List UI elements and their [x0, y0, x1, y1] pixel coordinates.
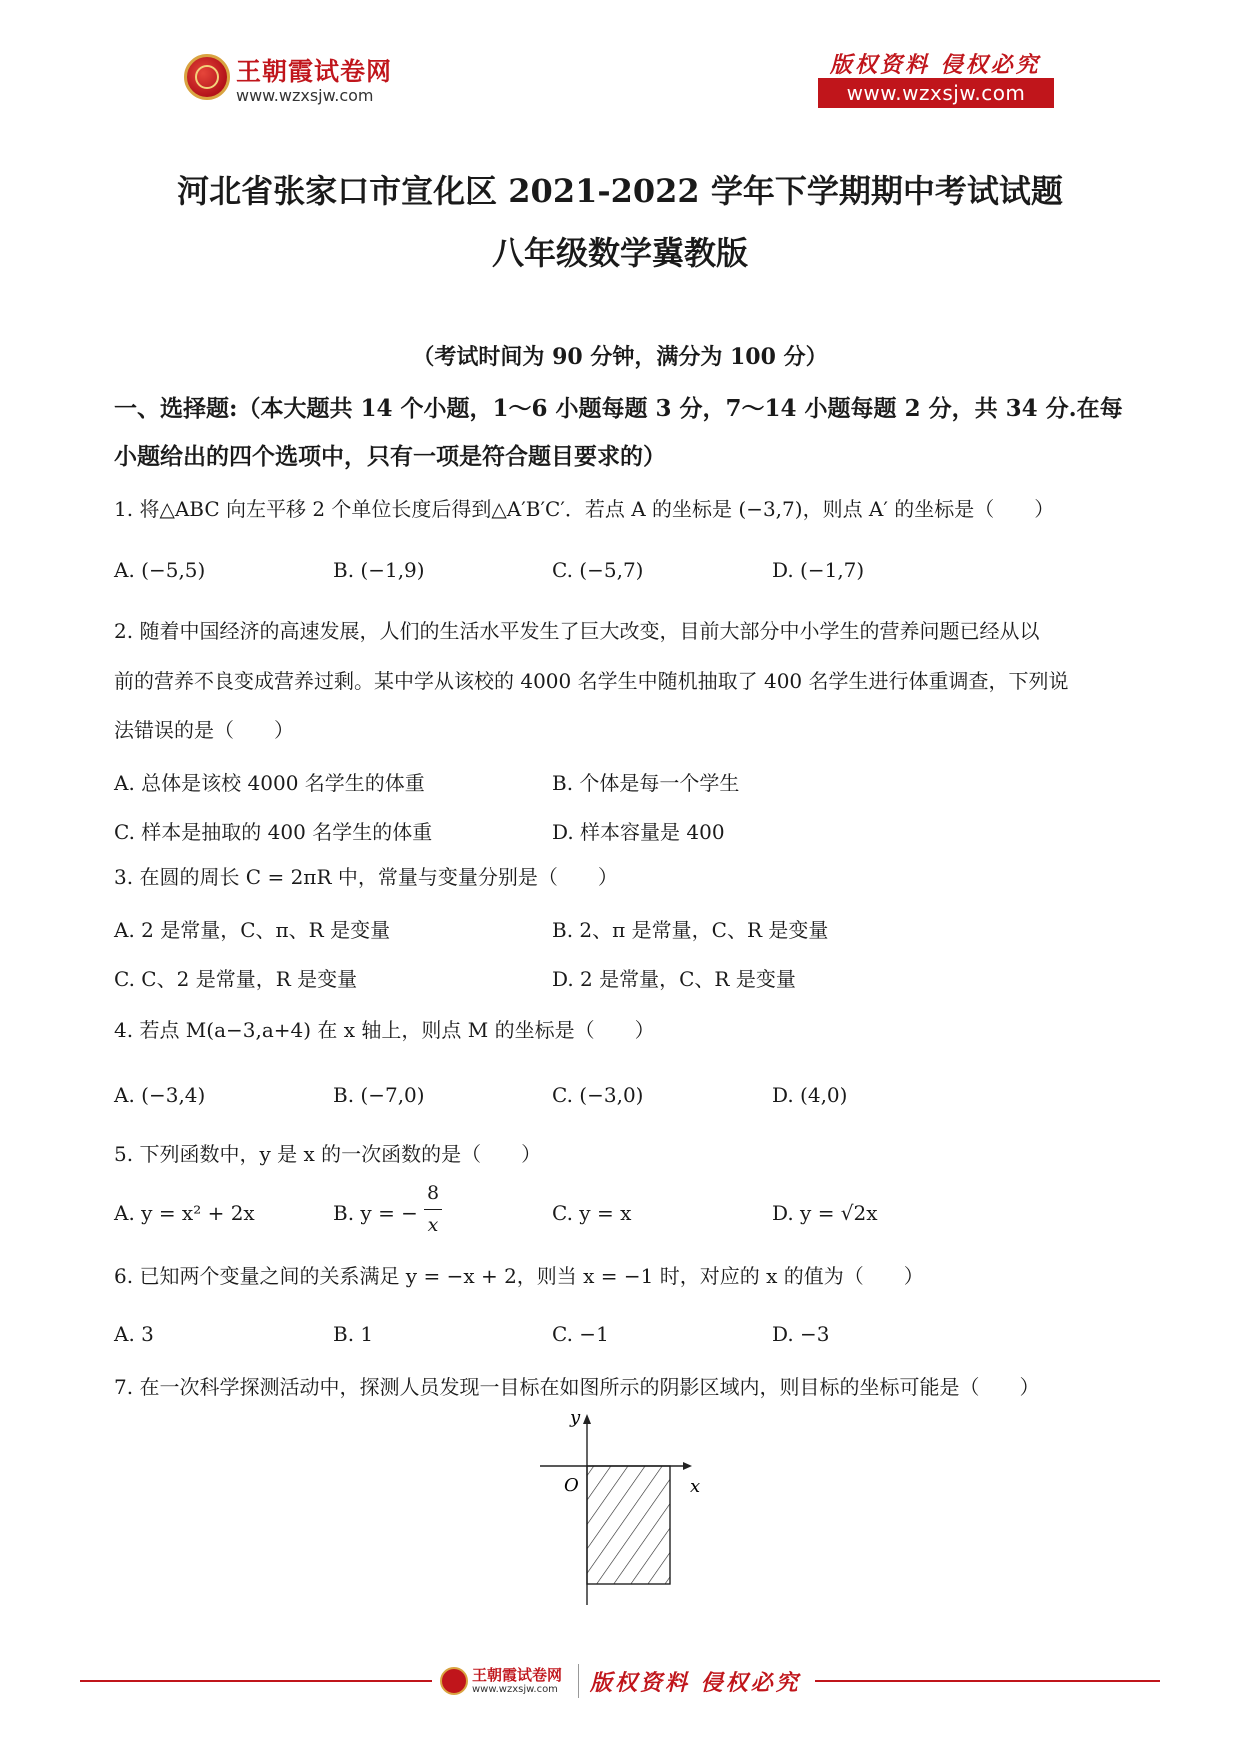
question-4: 4. 若点 M(a−3,a+4) 在 x 轴上，则点 M 的坐标是（ ）: [114, 1018, 655, 1042]
q3-option-c[interactable]: C. C、2 是常量，R 是变量: [114, 967, 358, 991]
q3-option-d[interactable]: D. 2 是常量，C、R 是变量: [552, 967, 796, 991]
exam-info: （考试时间为 90 分钟，满分为 100 分）: [412, 344, 828, 370]
origin-label: O: [564, 1475, 579, 1496]
question-2-cont: 前的营养不良变成营养过剩。某中学从该校的 4000 名学生中随机抽取了 400 名学生进行体重调查，下列说: [114, 669, 1069, 693]
q6-option-c[interactable]: C. −1: [552, 1322, 609, 1346]
q5-option-a[interactable]: A. y = x² + 2x: [114, 1201, 255, 1225]
section-heading: 一、选择题:（本大题共 14 个小题，1～6 小题每题 3 分，7～14 小题每题 2 分，共 34 分.在每: [114, 395, 1123, 422]
footer-logo-url[interactable]: www.wzxsjw.com: [472, 1684, 558, 1695]
y-axis-label: y: [570, 1407, 581, 1428]
y-axis-arrow-icon: [583, 1414, 591, 1424]
q6-option-a[interactable]: A. 3: [114, 1322, 154, 1346]
q1-option-b[interactable]: B. (−1,9): [333, 558, 425, 582]
footer-rule-right: [815, 1680, 1160, 1682]
q2-option-a[interactable]: A. 总体是该校 4000 名学生的体重: [114, 771, 425, 795]
page-title: 河北省张家口市宣化区 2021-2022 学年下学期期中考试试题: [177, 172, 1063, 210]
q7-coordinate-figure: [520, 1400, 720, 1610]
footer-divider: [578, 1664, 579, 1698]
q5-option-c[interactable]: C. y = x: [552, 1201, 632, 1225]
x-axis-label: x: [690, 1476, 701, 1497]
section-heading-cont: 小题给出的四个选项中，只有一项是符合题目要求的）: [114, 443, 666, 470]
q1-option-d[interactable]: D. (−1,7): [772, 558, 865, 582]
question-1: 1. 将△ABC 向左平移 2 个单位长度后得到△A′B′C′．若点 A 的坐标是 (−3,7)，则点 A′ 的坐标是（ ）: [114, 497, 1055, 521]
q2-option-b[interactable]: B. 个体是每一个学生: [552, 771, 740, 795]
logo-url[interactable]: www.wzxsjw.com: [236, 86, 374, 105]
question-3: 3. 在圆的周长 C = 2πR 中，常量与变量分别是（ ）: [114, 865, 618, 889]
question-2: 2. 随着中国经济的高速发展，人们的生活水平发生了巨大改变，目前大部分中小学生的营养问题已经从以: [114, 619, 1040, 643]
copyright-notice: 版权资料 侵权必究: [830, 52, 1041, 78]
copyright-url[interactable]: www.wzxsjw.com: [846, 81, 1026, 105]
q2-option-d[interactable]: D. 样本容量是 400: [552, 820, 725, 844]
q5-fraction-denominator: x: [427, 1214, 439, 1236]
footer-seal-icon: [440, 1667, 468, 1695]
q4-option-a[interactable]: A. (−3,4): [114, 1083, 206, 1107]
question-2-cont2: 法错误的是（ ）: [114, 718, 294, 742]
q6-option-b[interactable]: B. 1: [333, 1322, 374, 1346]
page-subtitle: 八年级数学冀教版: [491, 234, 748, 272]
q6-option-d[interactable]: D. −3: [772, 1322, 830, 1346]
question-6: 6. 已知两个变量之间的关系满足 y = −x + 2，则当 x = −1 时，对应的 x 的值为（ ）: [114, 1264, 924, 1288]
question-7: 7. 在一次科学探测活动中，探测人员发现一目标在如图所示的阴影区域内，则目标的坐标可能是（ ）: [114, 1375, 1040, 1399]
x-axis-arrow-icon: [683, 1462, 692, 1470]
q1-option-a[interactable]: A. (−5,5): [114, 558, 206, 582]
q2-option-c[interactable]: C. 样本是抽取的 400 名学生的体重: [114, 820, 433, 844]
q3-option-b[interactable]: B. 2、π 是常量，C、R 是变量: [552, 918, 829, 942]
q4-option-c[interactable]: C. (−3,0): [552, 1083, 644, 1107]
q4-option-d[interactable]: D. (4,0): [772, 1083, 848, 1107]
shaded-region: [587, 1466, 670, 1584]
question-5: 5. 下列函数中，y 是 x 的一次函数的是（ ）: [114, 1142, 542, 1166]
footer-logo-title: 王朝霞试卷网: [472, 1666, 563, 1684]
q5-fraction-numerator: 8: [426, 1182, 440, 1204]
logo-seal-icon: [184, 54, 230, 100]
q5-option-b[interactable]: B. y = −: [333, 1201, 418, 1225]
footer-rule-left: [80, 1680, 432, 1682]
q5-option-d[interactable]: D. y = √2x: [772, 1201, 878, 1225]
logo-title: 王朝霞试卷网: [236, 57, 393, 86]
q5-fraction-bar: [424, 1209, 442, 1210]
q3-option-a[interactable]: A. 2 是常量，C、π、R 是变量: [114, 918, 391, 942]
q4-option-b[interactable]: B. (−7,0): [333, 1083, 425, 1107]
q1-option-c[interactable]: C. (−5,7): [552, 558, 644, 582]
footer-copyright: 版权资料 侵权必究: [590, 1670, 801, 1696]
